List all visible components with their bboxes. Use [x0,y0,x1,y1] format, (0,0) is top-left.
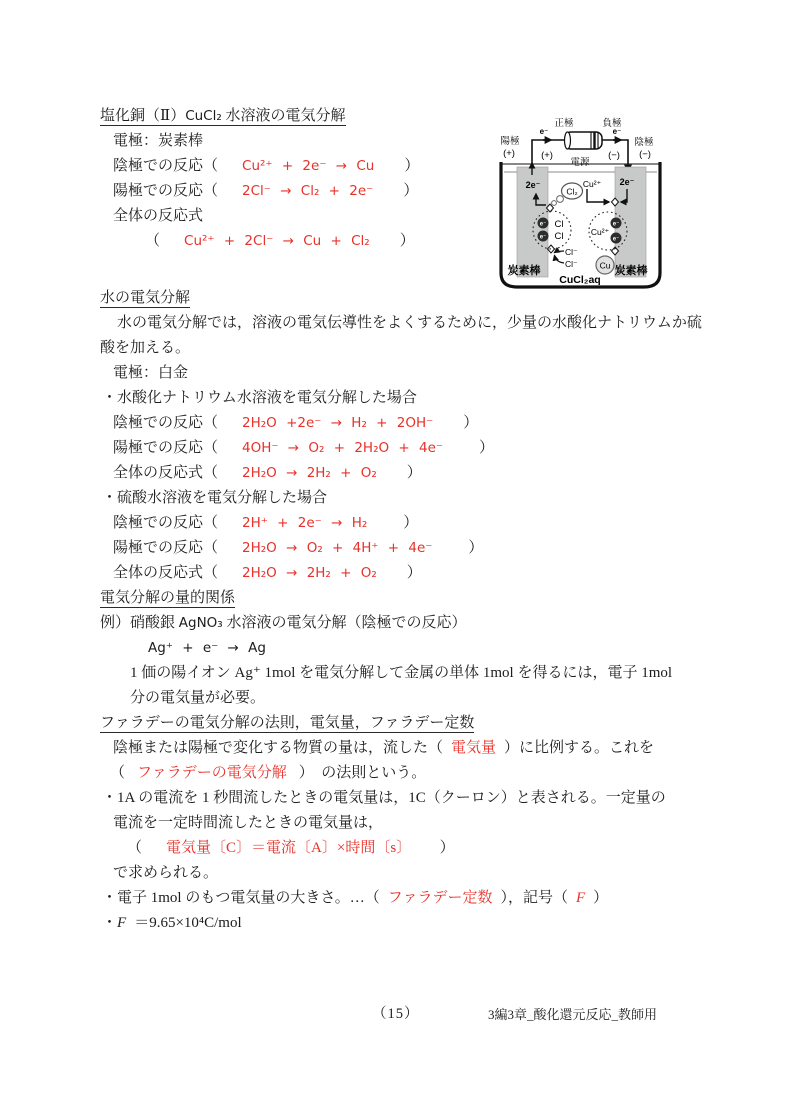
cathode-label: 陰極 [634,137,654,148]
battery-positive-sign: (+) [541,150,553,161]
s1-overall-formula: Cu²⁺ + 2Cl⁻ → Cu + Cl₂ [184,233,370,249]
two-electron-label-right: 2e⁻ [619,177,635,187]
chlorine-atom-label: Cl [554,231,564,242]
s4-l7-mid: ），記号（ [500,890,568,906]
s2-case-h2so4-line [102,486,700,511]
battery-negative-terminal-label: 負極 [602,118,622,129]
s4-l8-symbol-f: F [117,915,127,931]
s4-l7-close: ） [593,890,609,906]
electron-ball-label: e⁻ [612,221,620,228]
s1-cathode-formula: Cu²⁺ + 2e⁻ → Cu [242,158,375,174]
s2-paragraph-line1 [117,311,700,336]
s4-line4 [113,811,700,836]
s1-cathode-label: 陰極での反応（ [113,158,219,174]
s4-l5-close: ） [439,840,455,856]
s2c1-cathode-formula: 2H₂O +2e⁻ → H₂ + 2OH⁻ [242,415,434,431]
copper-ion-migration-arrow [587,189,609,202]
section-quantitative-relation [100,586,700,711]
section-faraday-law [100,711,700,936]
s4-line2 [110,761,700,786]
s3-text-line2 [130,686,700,711]
anode-sign: (+) [503,148,515,159]
chlorine-atom-label: Cl [554,219,564,230]
s2c2-overall-line [113,561,700,586]
electron-ball-label: e⁻ [539,221,547,228]
s2c1-anode-line [113,436,700,461]
electron-ball-label: e⁻ [539,234,547,241]
s4-line1 [113,736,700,761]
s4-l7-answer: ファラデー定数 [387,890,493,906]
copper-deposit-label: Cu [599,260,611,271]
power-source-label: 電源 [570,157,590,168]
electrode-platinum-text: 電極：白金 [113,365,189,381]
s2c1-anode-label: 陽極での反応（ [113,440,219,456]
chloride-arrow-1 [555,251,565,253]
s4-l1-pre: 陰極または陽極で変化する物質の量は，流した（ [113,740,444,756]
s4-line6 [113,861,700,886]
s2c2-anode-formula: 2H₂O → O₂ + 4H⁺ + 4e⁻ [242,540,433,556]
s2-paragraph-line2 [100,336,700,361]
close-paren: ） [403,515,419,531]
s4-l2-answer: ファラデーの電気分解 [137,765,287,781]
s2c2-cathode-line [113,511,700,536]
close-paren: ） [403,183,419,199]
s2c2-overall-label: 全体の反応式（ [113,565,219,581]
page-number: （15） [372,1006,420,1022]
electrode-carbon-text: 電極：炭素棒 [113,133,204,149]
s3-text2: 分の電気量が必要。 [130,690,266,706]
section-water-electrolysis [100,286,700,586]
carbon-rod-label-right: 炭素棒 [614,265,648,277]
s2-case-h2so4-text: ・硫酸水溶液を電気分解した場合 [102,490,328,506]
close-paren: ） [404,158,420,174]
s4-l3-text: ・1A の電流を 1 秒間流したときの電気量は，1C（クーロン）と表される。一定量の [102,790,666,806]
section4-heading [100,711,700,736]
s3-example-line [100,611,700,636]
section2-heading-text: 水の電気分解 [100,290,191,306]
s4-l8-bullet: ・ [102,915,118,931]
electron-ball-label: e⁻ [612,236,620,243]
s2-paragraph-text2: 酸を加える。 [100,340,191,356]
gas-bubble-medium [557,196,564,203]
close-paren: ） [463,415,479,431]
s3-text1: 1 価の陽イオン Ag⁺ 1mol を電気分解して金属の単体 1mol を得るには，電子 1mol [130,665,673,681]
s4-line5-formula [127,836,700,861]
s4-l2-post: ） の法則という。 [298,765,427,781]
s3-ag-equation-line [148,636,700,661]
s2-case-naoh-line [102,386,700,411]
battery-icon [565,132,603,149]
gas-bubble-small [552,201,557,206]
s4-l5-open: （ [127,840,143,856]
close-paren: ） [406,565,422,581]
close-paren: ） [406,465,422,481]
s2c1-overall-label: 全体の反応式（ [113,465,219,481]
document-footer-label: 3編3章_酸化還元反応_教師用 [488,1007,658,1022]
section1-heading-jp1: 塩化銅（Ⅱ） [100,108,186,124]
s2c1-overall-formula: 2H₂O → 2H₂ + O₂ [242,465,377,481]
chloride-ion-label-1: Cl⁻ [565,247,578,257]
close-paren: ） [479,440,495,456]
open-paren: （ [145,233,161,249]
s2c2-anode-line [113,536,700,561]
s1-anode-formula: 2Cl⁻ → Cl₂ + 2e⁻ [242,183,374,199]
s3-example-post: 水溶液の電気分解（陰極での反応） [222,615,467,631]
chlorine-gas-label: Cl₂ [566,186,578,197]
left-bottom-reaction-site [548,245,555,253]
s3-text-line1 [130,661,700,686]
s2c2-overall-formula: 2H₂O → 2H₂ + O₂ [242,565,377,581]
battery-positive-terminal-label: 正極 [554,118,574,129]
s4-l1-answer: 電気量 [451,740,497,756]
electron-label-left: e⁻ [539,127,549,136]
s4-l8-value: ＝9.65×10⁴C/mol [134,915,242,931]
chloride-ion-label-2: Cl⁻ [565,259,578,269]
s2-paragraph-text1: 水の電気分解では，溶液の電気伝導性をよくするために，少量の水酸化ナトリウムか硫 [117,315,702,331]
anode-label: 陽極 [500,136,520,147]
electron-label-right: e⁻ [612,127,622,136]
section1-heading-jp2: 水溶液の電気分解 [221,108,346,124]
s3-example-pre: 例）硝酸銀 [100,615,179,631]
s2c2-cathode-formula: 2H⁺ + 2e⁻ → H₂ [242,515,368,531]
s4-line3 [102,786,700,811]
battery-negative-sign: (−) [608,150,620,161]
copper-ion-top-label: Cu²⁺ [582,179,602,189]
s2c2-anode-label: 陽極での反応（ [113,540,219,556]
close-paren: ） [399,233,415,249]
cathode-sign: (−) [639,149,651,160]
chloride-arrow-2 [555,256,565,264]
electrode-platinum-line [113,361,700,386]
section3-heading-text: 電気分解の量的関係 [100,590,236,606]
s4-l7-symbol-f: F [575,890,586,906]
s4-l6-text: で求められる。 [113,865,219,881]
s1-anode-label: 陽極での反応（ [113,183,219,199]
s2c1-cathode-line [113,411,700,436]
section4-heading-text: ファラデーの電気分解の法則，電気量，ファラデー定数 [100,715,475,731]
s1-overall-label: 全体の反応式 [113,208,204,224]
section1-heading-formula: CuCl₂ [185,108,222,124]
s2c1-overall-line [113,461,700,486]
s2c1-cathode-label: 陰極での反応（ [113,415,219,431]
electrolysis-cell-diagram [495,105,695,295]
s4-l1-post: ）に比例する。これを [504,740,655,756]
two-electron-label-left: 2e⁻ [525,180,541,190]
s4-l5-answer: 電気量〔C〕＝電流〔A〕×時間〔s〕 [166,840,404,856]
s2-case-naoh-text: ・水酸化ナトリウム水溶液を電気分解した場合 [102,390,417,406]
carbon-rod-label-left: 炭素棒 [507,265,541,277]
s3-ag-equation: Ag⁺ + e⁻ → Ag [148,640,266,656]
close-paren: ） [468,540,484,556]
s3-example-chem: AgNO₃ [178,615,223,631]
s4-l7-pre: ・電子 1mol のもつ電気量の大きさ。…（ [102,890,380,906]
s2c2-cathode-label: 陰極での反応（ [113,515,219,531]
section3-heading [100,586,700,611]
s2c1-anode-formula: 4OH⁻ → O₂ + 2H₂O + 4e⁻ [242,440,444,456]
copper-ion-label: Cu²⁺ [590,227,610,237]
s4-line7 [102,886,700,911]
solution-label: CuCl₂aq [559,274,601,286]
s4-line8-faraday-value [102,911,700,936]
s4-l2-open: （ [110,765,126,781]
s4-l4-text: 電流を一定時間流したときの電気量は， [113,815,384,831]
